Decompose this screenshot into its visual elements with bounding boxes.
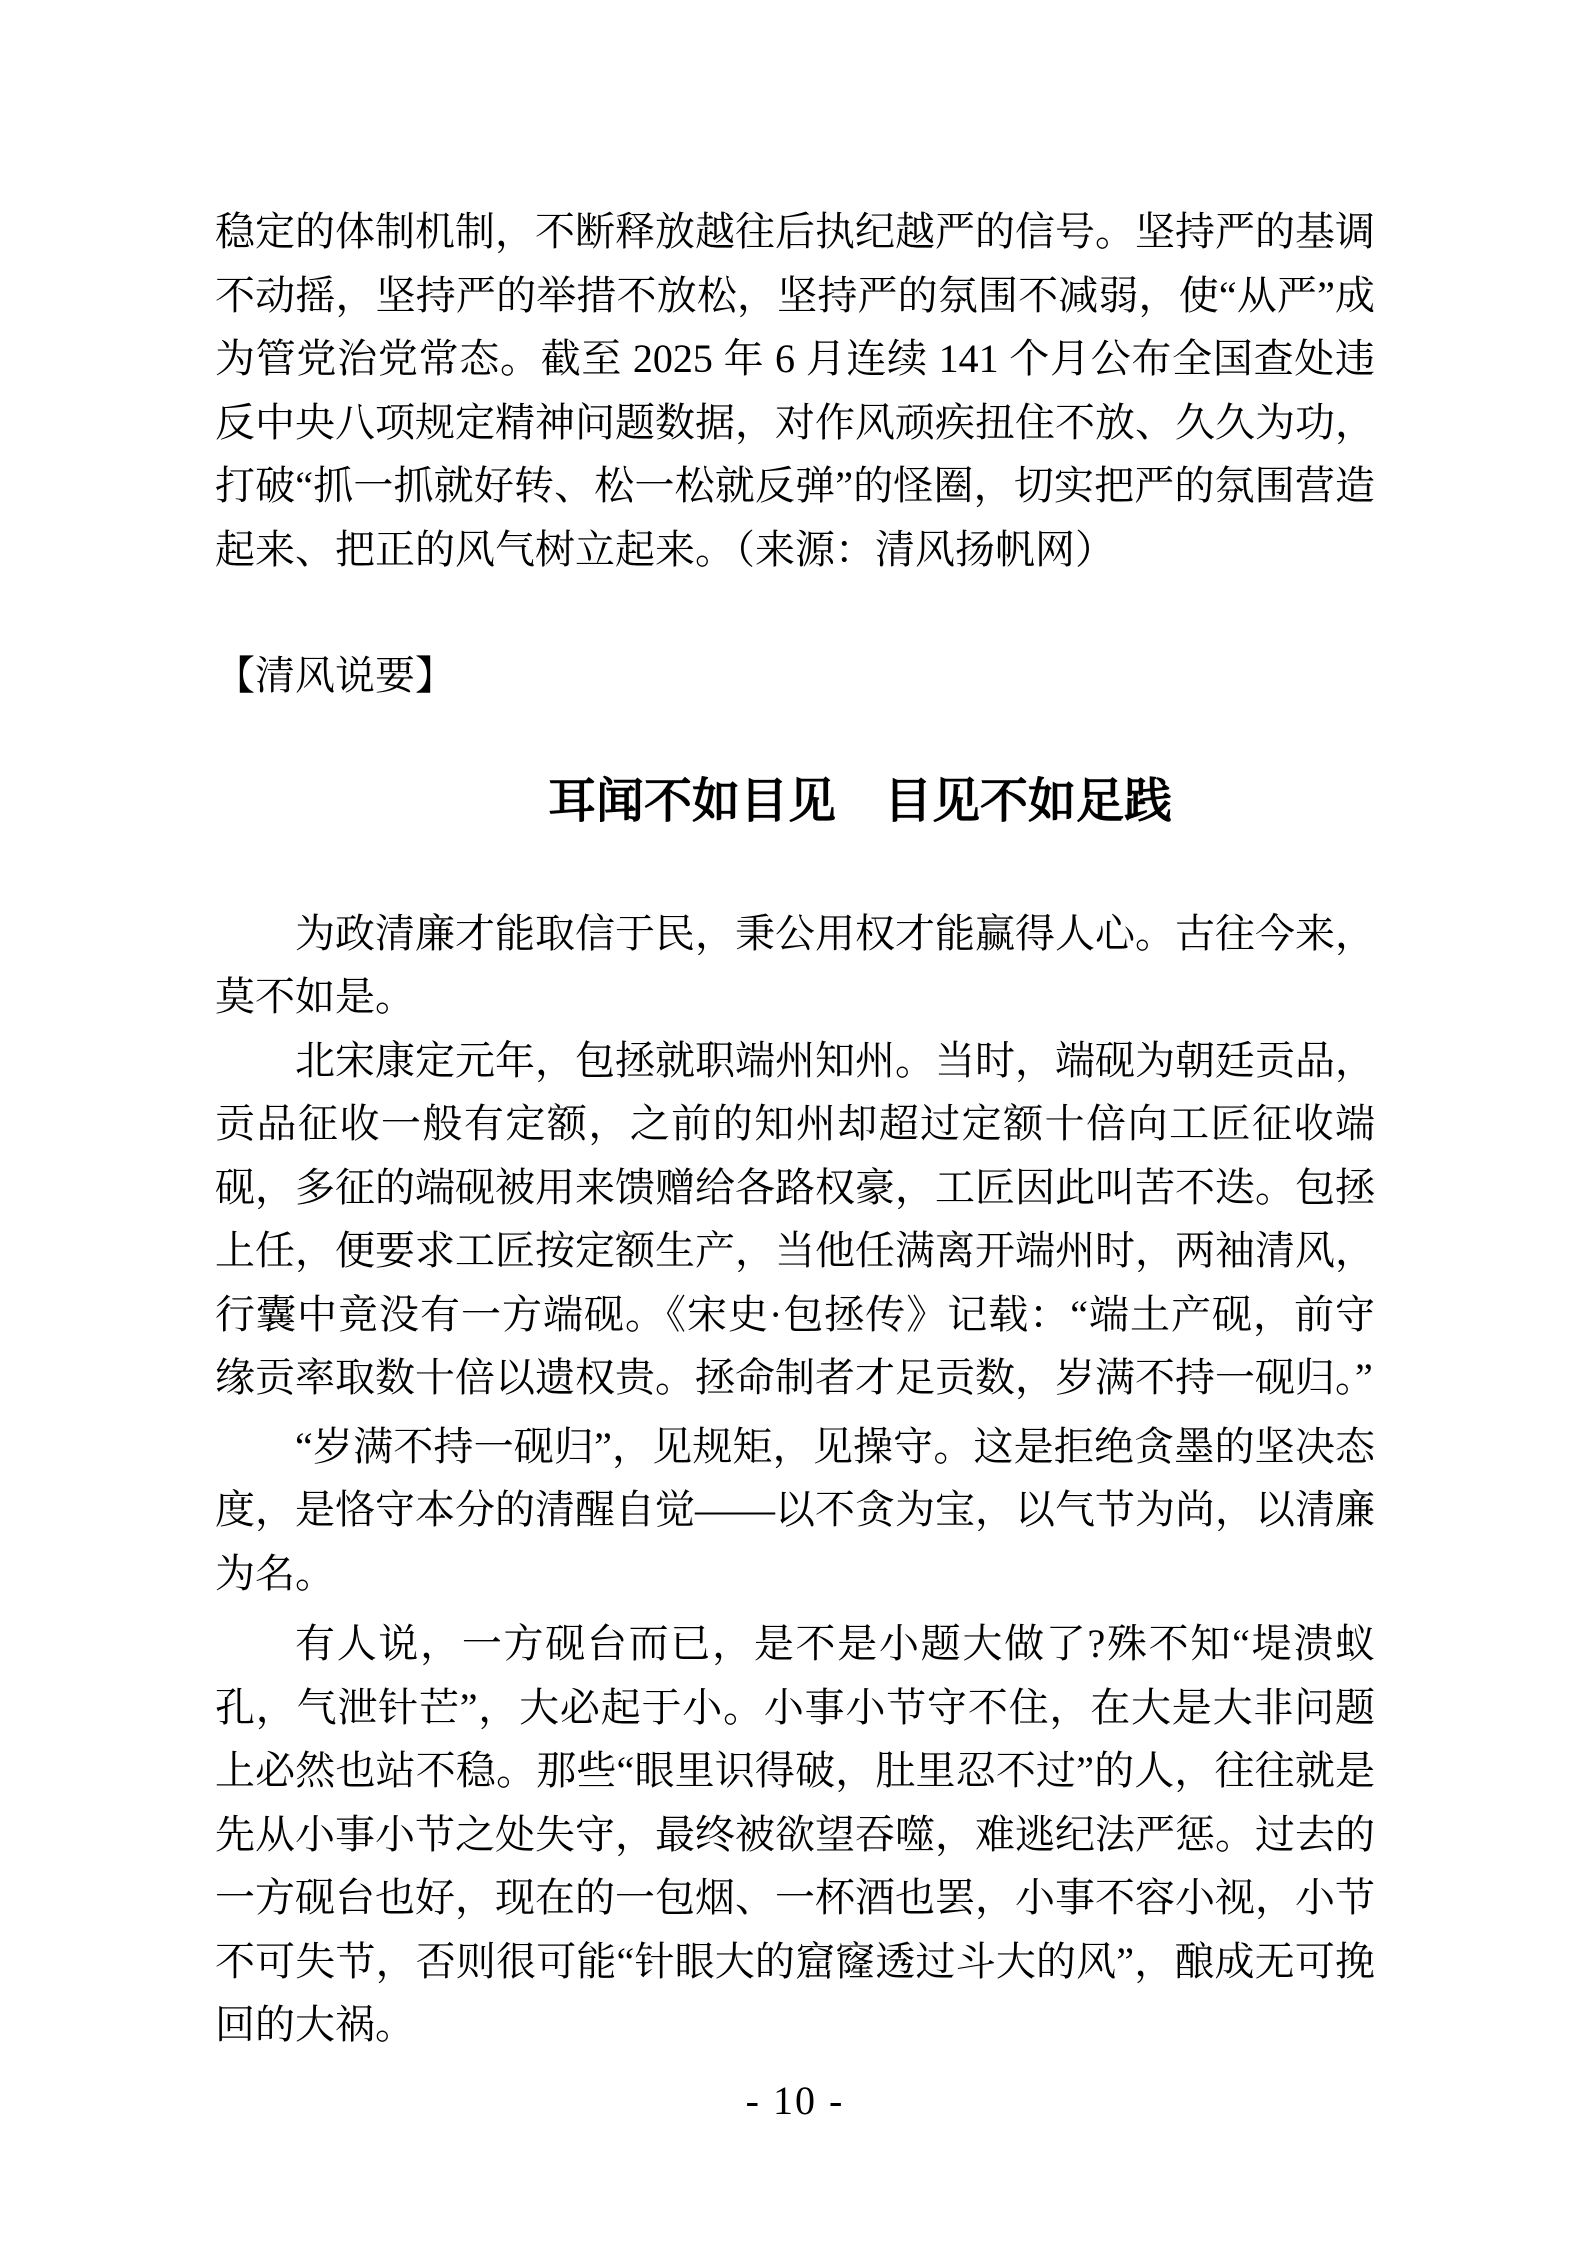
section-header: 【清风说要】: [215, 653, 455, 698]
text-column: [215, 0, 1375, 2121]
paragraph-4: 有人说，一方砚台而已，是不是小题大做了?殊不知“堤溃蚁孔，气泄针芒”，大必起于小。小事小节守不住，在大是大非问题上必然也站不稳。那些“眼里识得破，肚里忍不过”的人，往往就是先从小事小节之处失守，最终被欲望吞噬，难逃纪法严惩。过去的一方砚台也好，现在的一包烟、一杯酒也罢，小事不容小视，小节不可失节，否则很可能“针眼大的窟窿透过斗大的风”，酿成无可挽回的大祸。: [215, 1621, 1375, 2047]
paragraph-1: 为政清廉才能取信于民，秉公用权才能赢得人心。古往今来，莫不如是。: [215, 910, 1375, 1019]
continued-paragraph: 稳定的体制机制，不断释放越往后执纪越严的信号。坚持严的基调不动摇，坚持严的举措不放松，坚持严的氛围不减弱，使“从严”成为管党治党常态。截至 2025 年 6 月连续 141 个月公布全国查处违反中央八项规定精神问题数据，对作风顽疾扭住不放、久久为功，打破“抓一抓就好转、松一松就反弹”的怪圈，切实把严的氛围营造起来、把正的风气树立起来。（来源：清风扬帆网）: [215, 209, 1375, 572]
page-number: - 10 -: [745, 2077, 845, 2123]
paragraph-2: 北宋康定元年，包拯就职端州知州。当时，端砚为朝廷贡品，贡品征收一般有定额，之前的知州却超过定额十倍向工匠征收端砚，多征的端砚被用来馈赠给各路权豪，工匠因此叫苦不迭。包拯上任，便要求工匠按定额生产，当他任满离开端州时，两袖清风，行囊中竟没有一方端砚。《宋史·包拯传》记载：“端土产砚，前守缘贡率取数十倍以遗权贵。拯命制者才足贡数，岁满不持一砚归。”: [215, 1037, 1375, 1400]
paragraph-3: “岁满不持一砚归”，见规矩，见操守。这是拒绝贪墨的坚决态度，是恪守本分的清醒自觉——以不贪为宝，以气节为尚，以清廉为名。: [215, 1423, 1375, 1596]
article-title: 耳闻不如目见 目见不如足践: [547, 774, 1172, 828]
